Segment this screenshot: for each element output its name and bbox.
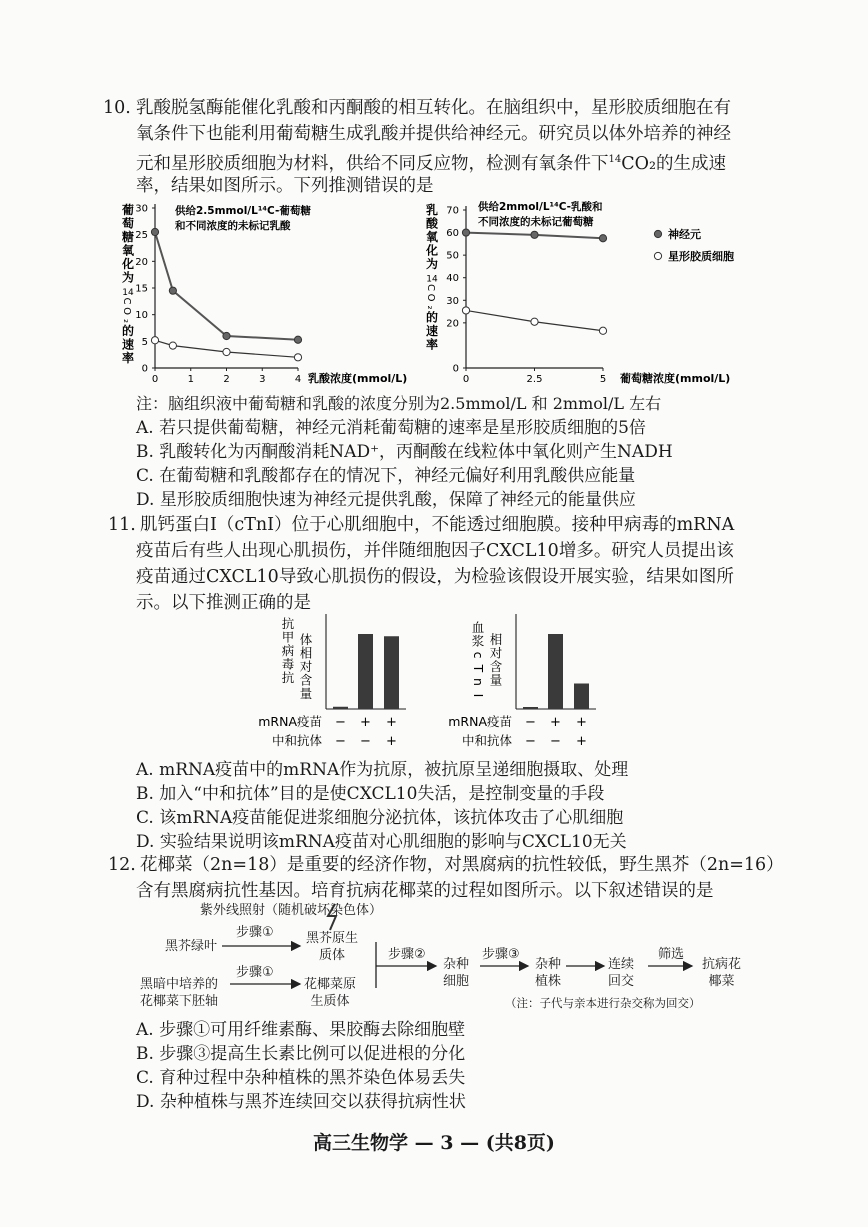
y-axis-label-char: 为 (121, 270, 135, 285)
y-axis-label-char: 的 (121, 324, 135, 338)
x-tick-label: 0 (151, 374, 159, 385)
condition-sign: + (576, 734, 587, 749)
y-tick-label: 70 (446, 205, 459, 217)
condition-sign: − (550, 734, 561, 749)
condition-row-label: mRNA疫苗 (258, 714, 322, 729)
x-axis-label: 乳酸浓度(mmol/L) (308, 372, 408, 385)
y-tick-label: 30 (135, 203, 148, 215)
q11-stem-line2: 疫苗后有些人出现心肌损伤，并伴随细胞因子CXCL10增多。研究人员提出该 (136, 541, 734, 561)
y-axis-label-char: 体 (299, 632, 313, 647)
q10-option-a: A. 若只提供葡萄糖，神经元消耗葡萄糖的速率是星形胶质细胞的5倍 (136, 418, 646, 438)
q10-stem-line3: 元和星形胶质细胞为材料，供给不同反应物，检测有氧条件下$^{14}$CO₂的生成速 (136, 153, 726, 174)
condition-row-label: 中和抗体 (271, 733, 322, 748)
legend-marker-neuron (654, 230, 661, 237)
y-axis-label-char: 速 (425, 324, 439, 338)
q12-option-a: A. 步骤①可用纤维素酶、果胶酶去除细胞壁 (136, 1020, 466, 1040)
y-axis-label-char: ₂ (121, 318, 132, 324)
page-footer: 高三生物学 — 3 — (共8页) (313, 1132, 555, 1154)
y-tick-label: 0 (452, 363, 459, 375)
bar (333, 707, 348, 709)
condition-sign: + (550, 715, 561, 730)
y-axis-label-char: 萄 (121, 216, 135, 231)
x-tick-label: 3 (259, 374, 266, 385)
point-neuron (531, 231, 538, 238)
q10-stem-line2: 氧条件下也能利用葡萄糖生成乳酸并提供给神经元。研究员以体外培养的神经 (136, 124, 731, 144)
q11-chart-ctni (432, 612, 632, 752)
q10-chart-lactate (418, 198, 738, 388)
x-tick-label: 1 (187, 374, 194, 385)
q11-option-d: D. 实验结果说明该mRNA疫苗对心肌细胞的影响与CXCL10无关 (136, 832, 627, 852)
point-astrocyte (531, 318, 538, 325)
y-axis-label-char: 血 (471, 620, 485, 635)
y-axis-label-char: 对 (299, 659, 313, 674)
point-astrocyte (223, 348, 230, 355)
q11-chart-antibody (240, 612, 440, 752)
flow-hypocotyl: 黑暗中培养的 花椰菜下胚轴 (140, 977, 219, 1009)
x-tick-label: 2.5 (526, 374, 543, 385)
flow-step2: 步骤② (388, 947, 426, 962)
y-axis-label-char: 抗 (281, 616, 295, 631)
q10-note: 注：脑组织液中葡萄糖和乳酸的浓度分别为2.5mmol/L 和 2mmol/L 左右 (136, 394, 662, 413)
flow-proto1: 黑芥原生 质体 (306, 931, 359, 963)
flow-uv: 紫外线照射（随机破坏染色体） (200, 903, 383, 918)
bar (384, 636, 399, 709)
flow-note: （注：子代与亲本进行杂交称为回交） (505, 996, 701, 1010)
q11-number: 11. (108, 515, 136, 535)
q12-stem-line1: 花椰菜（2n=18）是重要的经济作物，对黑腐病的抗性较低，野生黑芥（2n=16） (140, 855, 784, 875)
y-axis-label-char: 率 (121, 351, 135, 365)
q12-stem-line2: 含有黑腐病抗性基因。培育抗病花椰菜的过程如图所示。以下叙述错误的是 (136, 881, 714, 901)
y-tick-label: 30 (446, 295, 459, 307)
q11-stem-line4: 示。以下推测正确的是 (136, 593, 311, 613)
bar (358, 634, 373, 709)
x-tick-label: 4 (294, 374, 302, 385)
point-astrocyte (151, 337, 158, 344)
bar (523, 707, 538, 709)
y-tick-label: 0 (141, 363, 148, 375)
q10-option-b: B. 乳酸转化为丙酮酸消耗NAD⁺，丙酮酸在线粒体中氧化则产生NADH (136, 442, 673, 462)
flow-backcross: 连续 回交 (608, 957, 635, 989)
y-tick-label: 20 (446, 318, 459, 330)
legend-label-neuron: 神经元 (668, 228, 701, 241)
y-axis-label-char: I (471, 693, 486, 698)
y-axis-label-char: 氧 (425, 230, 439, 244)
condition-sign: − (360, 734, 371, 749)
point-astrocyte (462, 307, 469, 314)
point-neuron (462, 229, 469, 236)
q12-option-c: C. 育种过程中杂种植株的黑芥染色体易丢失 (136, 1068, 466, 1088)
point-astrocyte (599, 327, 606, 334)
y-axis-label-char: 量 (299, 686, 313, 701)
q11-option-c: C. 该mRNA疫苗能促进浆细胞分泌抗体，该抗体攻击了心肌细胞 (136, 808, 624, 828)
bar (574, 684, 589, 710)
y-axis-label-char: 葡 (121, 203, 135, 217)
y-axis-label-char: 对 (489, 645, 503, 661)
y-axis-label-char: c (471, 651, 486, 659)
chart-title-line: 供给2.5mmol/L¹⁴C-葡萄糖 (175, 205, 311, 217)
point-neuron (294, 336, 301, 343)
condition-sign: + (386, 715, 397, 730)
y-axis-label-char: n (471, 678, 486, 686)
flow-leaf: 黑芥绿叶 (165, 939, 218, 954)
y-axis-label-char: C (425, 284, 436, 291)
condition-row-label: mRNA疫苗 (448, 714, 512, 729)
x-tick-label: 5 (599, 374, 607, 385)
q10-sup-14: 14 (608, 154, 622, 165)
flow-hybrid-cell: 杂种 细胞 (443, 957, 470, 989)
condition-row-label: 中和抗体 (461, 733, 512, 748)
q11-stem-line1: 肌钙蛋白I（cTnI）位于心肌细胞中，不能透过细胞膜。接种甲病毒的mRNA (140, 515, 735, 535)
condition-sign: + (576, 715, 587, 730)
y-axis-label-char: O (425, 293, 436, 302)
y-axis-label-char: 14 (426, 274, 438, 285)
y-tick-label: 5 (141, 336, 148, 348)
q11-option-a: A. mRNA疫苗中的mRNA作为抗原，被抗原呈递细胞摄取、处理 (136, 760, 629, 780)
y-axis-label-char: 糖 (121, 230, 135, 244)
y-axis-label-char: 含 (489, 659, 503, 674)
q10-option-d: D. 星形胶质细胞快速为神经元提供乳酸，保障了神经元的能量供应 (136, 490, 636, 510)
y-axis-label-char: 化 (425, 243, 439, 258)
point-neuron (151, 228, 158, 235)
y-tick-label: 50 (446, 250, 459, 262)
y-axis-label-char: 含 (299, 672, 313, 688)
y-axis-label-char: 病 (281, 643, 295, 658)
q12-option-d: D. 杂种植株与黑芥连续回交以获得抗病性状 (136, 1092, 466, 1112)
y-axis-label-char: 相 (299, 645, 313, 661)
y-axis-label-char: 抗 (281, 670, 295, 685)
series-line-neuron (155, 232, 298, 340)
y-axis-label-char: 毒 (281, 656, 295, 672)
y-axis-label-char: 的 (425, 310, 439, 325)
condition-sign: − (525, 734, 536, 749)
point-astrocyte (169, 342, 176, 349)
q11-option-b: B. 加入“中和抗体”目的是使CXCL10失活，是控制变量的手段 (136, 784, 605, 804)
flow-select: 筛选 (658, 947, 685, 962)
chart-title-line: 和不同浓度的未标记乳酸 (175, 220, 291, 232)
q11-stem-line3: 疫苗通过CXCL10导致心肌损伤的假设，为检验该假设开展实验，结果如图所 (136, 567, 734, 587)
y-tick-label: 40 (446, 273, 459, 285)
y-tick-label: 60 (446, 228, 459, 240)
condition-sign: − (335, 734, 346, 749)
y-tick-label: 20 (135, 256, 148, 268)
flow-step1a: 步骤① (236, 925, 274, 940)
y-axis-label-char: 化 (121, 257, 135, 271)
y-axis-label-char: 氧 (121, 243, 135, 258)
x-tick-label: 2 (223, 374, 230, 385)
flow-result: 抗病花 椰菜 (702, 957, 742, 989)
y-tick-label: 25 (135, 230, 148, 242)
y-tick-label: 15 (135, 283, 148, 295)
y-axis-label-char: 速 (121, 337, 135, 352)
y-axis-label-char: O (121, 307, 132, 315)
y-axis-label-char: 率 (425, 337, 439, 352)
flow-step1b: 步骤① (236, 965, 274, 980)
point-neuron (223, 332, 230, 339)
y-axis-label-char: T (471, 664, 486, 673)
condition-sign: + (360, 715, 371, 730)
flow-proto2: 花椰菜原 生质体 (304, 977, 357, 1009)
chart-title-line: 供给2mmol/L¹⁴C-乳酸和 (478, 201, 603, 213)
flow-hybrid-plant: 杂种 植株 (535, 957, 562, 989)
y-axis-label-char: 浆 (471, 633, 485, 649)
y-axis-label-char: ₂ (425, 305, 436, 310)
q10-number: 10. (103, 98, 131, 118)
condition-sign: − (335, 715, 346, 730)
legend-label-astrocyte: 星形胶质细胞 (668, 250, 734, 263)
y-axis-label-char: 量 (489, 672, 503, 688)
q10-option-c: C. 在葡萄糖和乳酸都存在的情况下，神经元偏好利用乳酸供应能量 (136, 466, 636, 486)
x-tick-label: 0 (462, 374, 470, 385)
condition-sign: − (525, 715, 536, 730)
chart-title-line: 不同浓度的未标记葡萄糖 (478, 216, 594, 228)
y-axis-label-char: 相 (489, 632, 503, 647)
point-neuron (169, 287, 176, 294)
legend-marker-astrocyte (654, 252, 661, 259)
point-astrocyte (294, 354, 301, 361)
flow-step3: 步骤③ (482, 947, 520, 962)
point-neuron (599, 235, 606, 242)
y-tick-label: 10 (135, 310, 148, 322)
y-axis-label-char: 14 (122, 288, 134, 298)
q10-stem-line4: 率，结果如图所示。下列推测错误的是 (136, 176, 434, 196)
y-axis-label-char: 乳 (425, 203, 439, 217)
q10-chart-glucose (115, 198, 415, 388)
x-axis-label: 葡萄糖浓度(mmol/L) (620, 372, 731, 385)
q12-option-b: B. 步骤③提高生长素比例可以促进根的分化 (136, 1044, 466, 1064)
y-axis-label-char: 甲 (281, 629, 295, 645)
bar (548, 634, 563, 709)
q12-number: 12. (108, 855, 136, 875)
y-axis-label-char: 酸 (425, 216, 439, 231)
y-axis-label-char: 为 (425, 257, 439, 271)
q10-stem-line1: 乳酸脱氢酶能催化乳酸和丙酮酸的相互转化。在脑组织中，星形胶质细胞在有 (136, 98, 731, 118)
condition-sign: + (386, 734, 397, 749)
y-axis-label-char: C (121, 297, 132, 305)
